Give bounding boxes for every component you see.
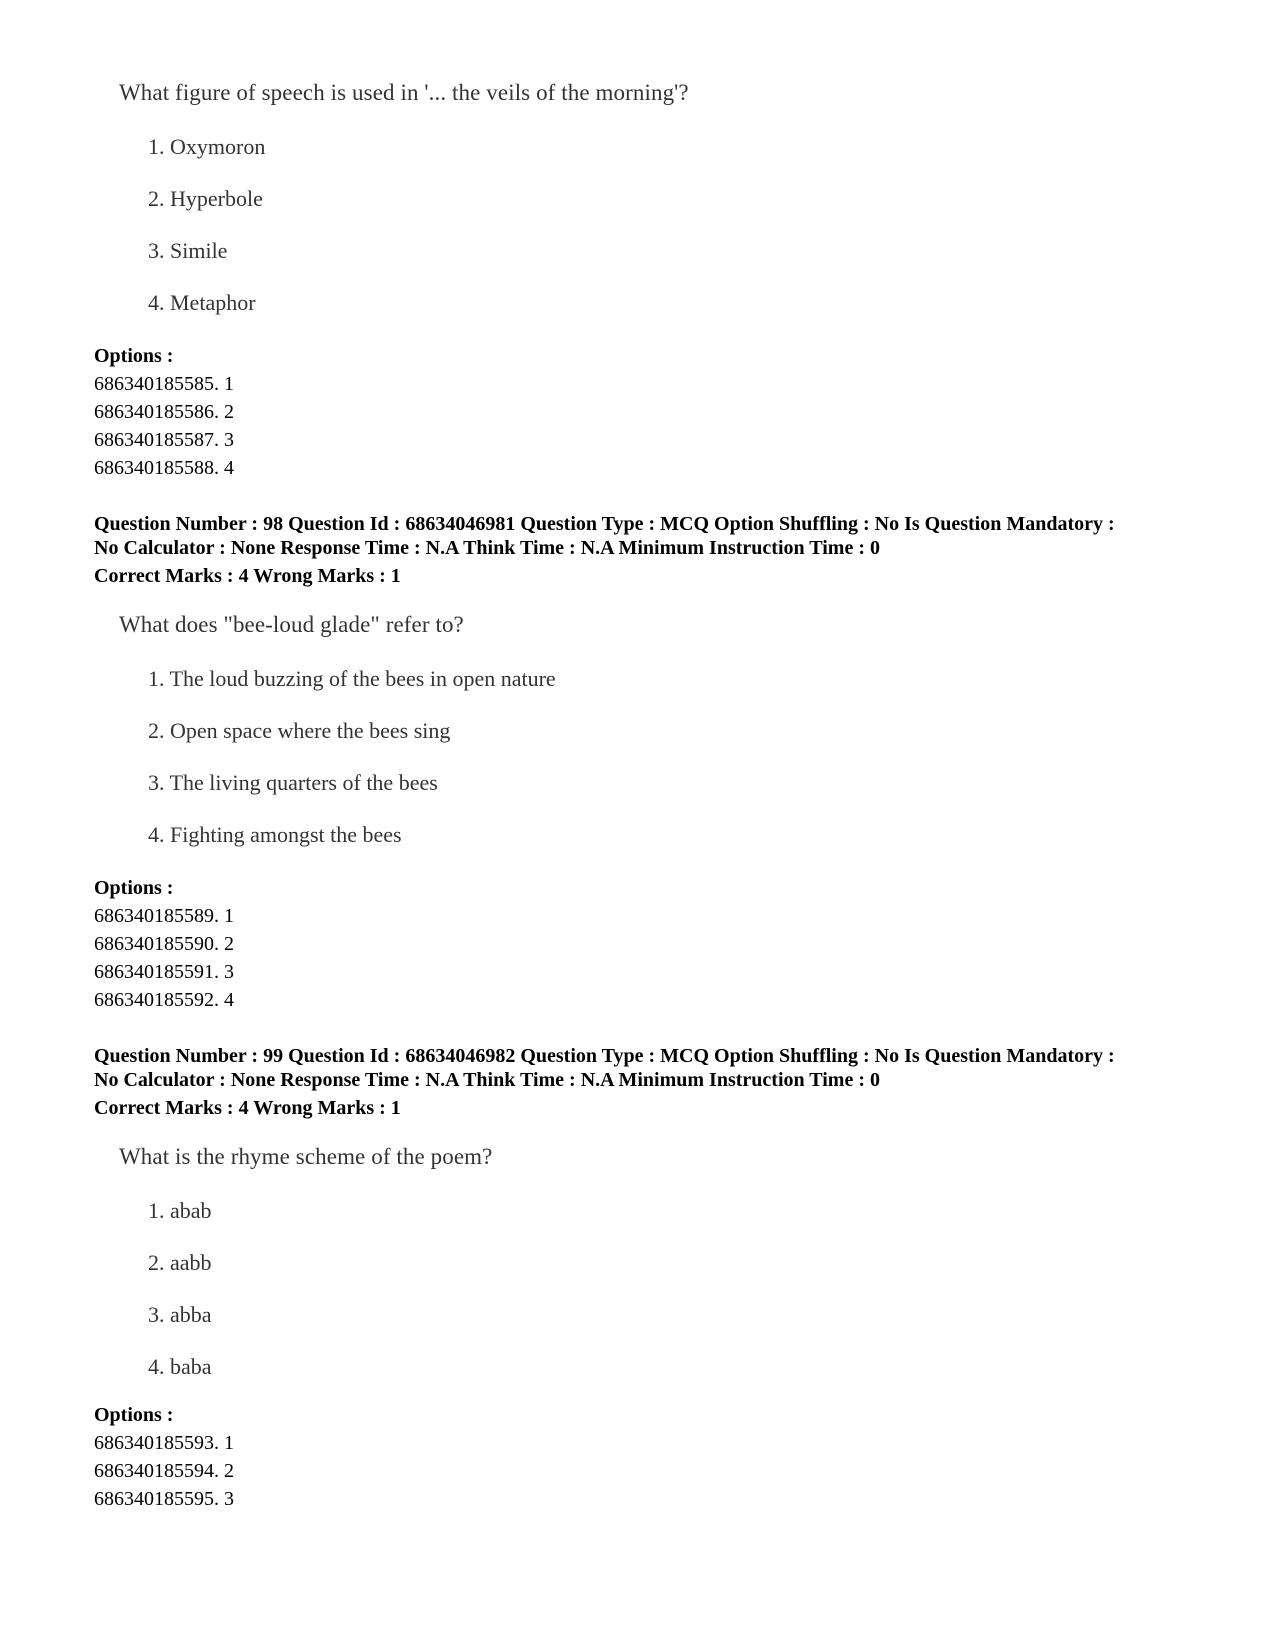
question-meta: Question Number : 98 Question Id : 68634046981 Question Type : MCQ Option Shuffling : No Is Question Mandatory : — [94, 513, 1115, 535]
question-marks: Correct Marks : 4 Wrong Marks : 1 — [94, 565, 401, 587]
option-id-line: 686340185595. 3 — [94, 1488, 234, 1510]
answer-choice: 3. abba — [148, 1302, 212, 1327]
options-heading: Options : — [94, 345, 174, 367]
answer-choice: 4. Fighting amongst the bees — [148, 822, 402, 847]
answer-choice: 2. Hyperbole — [148, 186, 263, 211]
question-meta: No Calculator : None Response Time : N.A Think Time : N.A Minimum Instruction Time : 0 — [94, 1069, 880, 1091]
question-marks: Correct Marks : 4 Wrong Marks : 1 — [94, 1097, 401, 1119]
options-heading: Options : — [94, 877, 174, 899]
question-text: What figure of speech is used in '... the veils of the morning'? — [119, 80, 689, 105]
option-id-line: 686340185586. 2 — [94, 401, 234, 423]
option-id-line: 686340185593. 1 — [94, 1432, 234, 1454]
options-heading: Options : — [94, 1404, 174, 1426]
question-meta: Question Number : 99 Question Id : 68634046982 Question Type : MCQ Option Shuffling : No Is Question Mandatory : — [94, 1045, 1115, 1067]
answer-choice: 1. abab — [148, 1198, 212, 1223]
answer-choice: 2. Open space where the bees sing — [148, 718, 451, 743]
option-id-line: 686340185588. 4 — [94, 457, 234, 479]
answer-choice: 1. Oxymoron — [148, 134, 266, 159]
option-id-line: 686340185591. 3 — [94, 961, 234, 983]
option-id-line: 686340185587. 3 — [94, 429, 234, 451]
answer-choice: 4. Metaphor — [148, 290, 256, 315]
answer-choice: 3. Simile — [148, 238, 228, 263]
option-id-line: 686340185585. 1 — [94, 373, 234, 395]
answer-choice: 2. aabb — [148, 1250, 212, 1275]
question-text: What is the rhyme scheme of the poem? — [119, 1144, 493, 1169]
question-meta: No Calculator : None Response Time : N.A Think Time : N.A Minimum Instruction Time : 0 — [94, 537, 880, 559]
answer-choice: 1. The loud buzzing of the bees in open nature — [148, 666, 556, 691]
option-id-line: 686340185589. 1 — [94, 905, 234, 927]
answer-choice: 4. baba — [148, 1354, 212, 1379]
question-text: What does "bee-loud glade" refer to? — [119, 612, 464, 637]
option-id-line: 686340185594. 2 — [94, 1460, 234, 1482]
option-id-line: 686340185592. 4 — [94, 989, 234, 1011]
answer-choice: 3. The living quarters of the bees — [148, 770, 438, 795]
option-id-line: 686340185590. 2 — [94, 933, 234, 955]
